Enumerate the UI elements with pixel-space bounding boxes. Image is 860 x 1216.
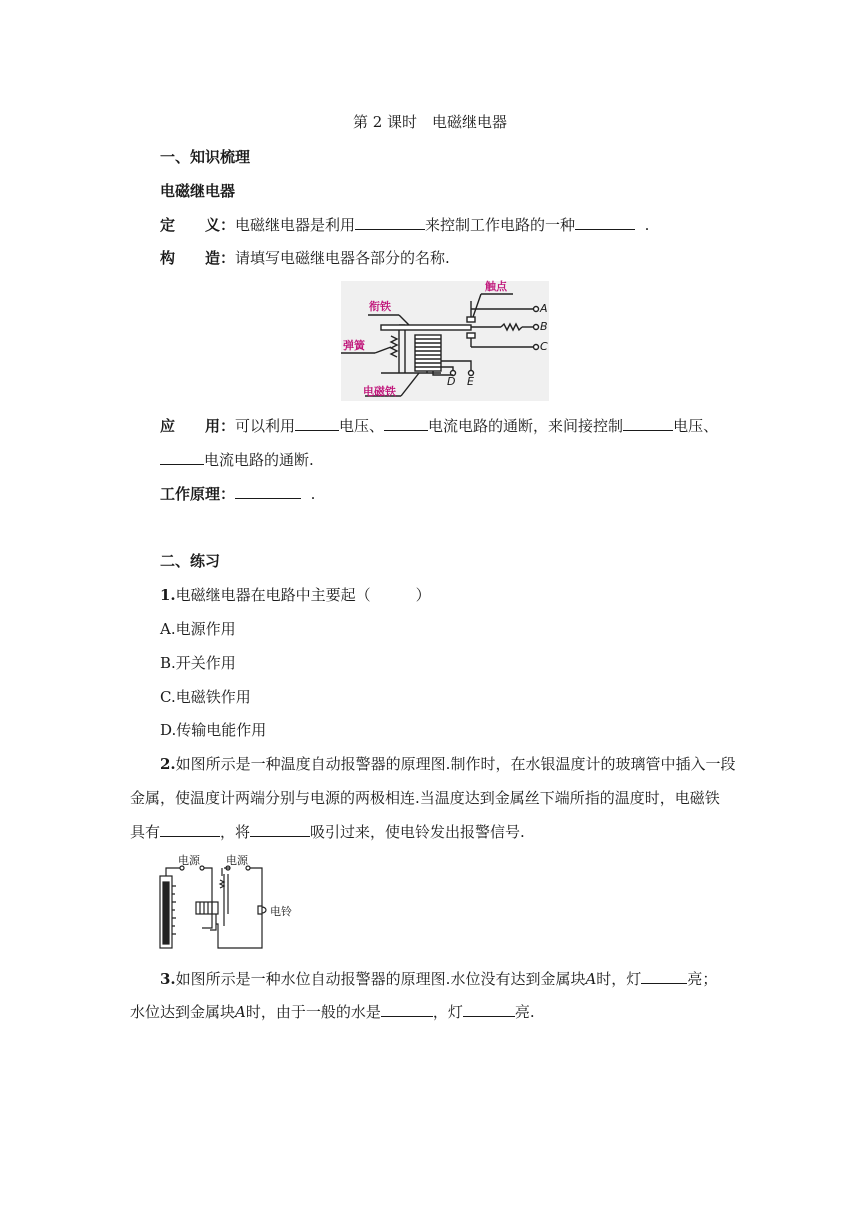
q1-option-c[interactable]: C.电磁铁作用 xyxy=(160,688,251,706)
relay-diagram xyxy=(341,281,549,401)
q1-option-d[interactable]: D.传输电能作用 xyxy=(160,721,267,739)
terminal-c-label: C xyxy=(540,340,548,353)
blank-field[interactable] xyxy=(384,416,428,431)
section-heading-2: 二、练习 xyxy=(160,552,221,570)
blank-field[interactable] xyxy=(641,969,687,984)
blank-field[interactable] xyxy=(381,1002,433,1017)
armature-label: 衔铁 xyxy=(369,300,391,313)
page-title: 第 2 课时 电磁继电器 xyxy=(352,113,508,131)
contact-label: 触点 xyxy=(485,280,507,293)
question-2-line-1: 2.如图所示是一种温度自动报警器的原理图.制作时，在水银温度计的玻璃管中插入一段 xyxy=(160,755,736,773)
temperature-alarm-diagram xyxy=(158,852,298,950)
spring-label: 弹簧 xyxy=(343,339,365,352)
terminal-b-label: B xyxy=(540,320,548,333)
definition-line: 定 义：电磁继电器是利用 来控制工作电路的一种 . xyxy=(160,216,650,234)
blank-field[interactable] xyxy=(160,822,220,837)
structure-line: 构 造：请填写电磁继电器各部分的名称. xyxy=(160,249,450,267)
blank-field[interactable] xyxy=(463,1002,515,1017)
bell-label: 电铃 xyxy=(270,905,292,918)
q1-option-b[interactable]: B.开关作用 xyxy=(160,654,236,672)
question-3-line-1: 3.如图所示是一种水位自动报警器的原理图.水位没有达到金属块A时，灯 亮； xyxy=(160,970,718,988)
blank-field[interactable] xyxy=(623,416,673,431)
application-line-2: 电流电路的通断. xyxy=(160,450,314,470)
power-label-2: 电源 xyxy=(226,854,248,867)
blank-field[interactable] xyxy=(160,450,204,465)
q1-option-a[interactable]: A.电源作用 xyxy=(160,620,236,638)
section-heading-1: 一、知识梳理 xyxy=(160,148,251,166)
principle-line: 工作原理： . xyxy=(160,485,316,503)
blank-field[interactable] xyxy=(250,822,310,837)
blank-field[interactable] xyxy=(355,215,425,230)
question-2-line-2: 金属，使温度计两端分别与电源的两极相连.当温度达到金属丝下端所指的温度时，电磁铁 xyxy=(130,789,720,807)
electromagnet-label: 电磁铁 xyxy=(363,385,396,398)
question-3-line-2: 水位达到金属块A时，由于一般的水是 ，灯 亮. xyxy=(130,1003,535,1021)
blank-field[interactable] xyxy=(295,416,339,431)
blank-field[interactable] xyxy=(235,484,301,499)
terminal-a-label: A xyxy=(540,302,548,315)
power-label-1: 电源 xyxy=(178,854,200,867)
question-1: 1.电磁继电器在电路中主要起（ ） xyxy=(160,586,431,604)
subsection-heading: 电磁继电器 xyxy=(160,182,236,200)
question-2-line-3: 具有 ，将 吸引过来，使电铃发出报警信号. xyxy=(130,823,525,841)
terminal-d-label: D xyxy=(447,375,456,388)
application-line-1: 应 用：可以利用 电压、 电流电路的通断，来间接控制 电压、 xyxy=(160,417,719,435)
terminal-e-label: E xyxy=(467,375,474,388)
blank-field[interactable] xyxy=(575,215,635,230)
